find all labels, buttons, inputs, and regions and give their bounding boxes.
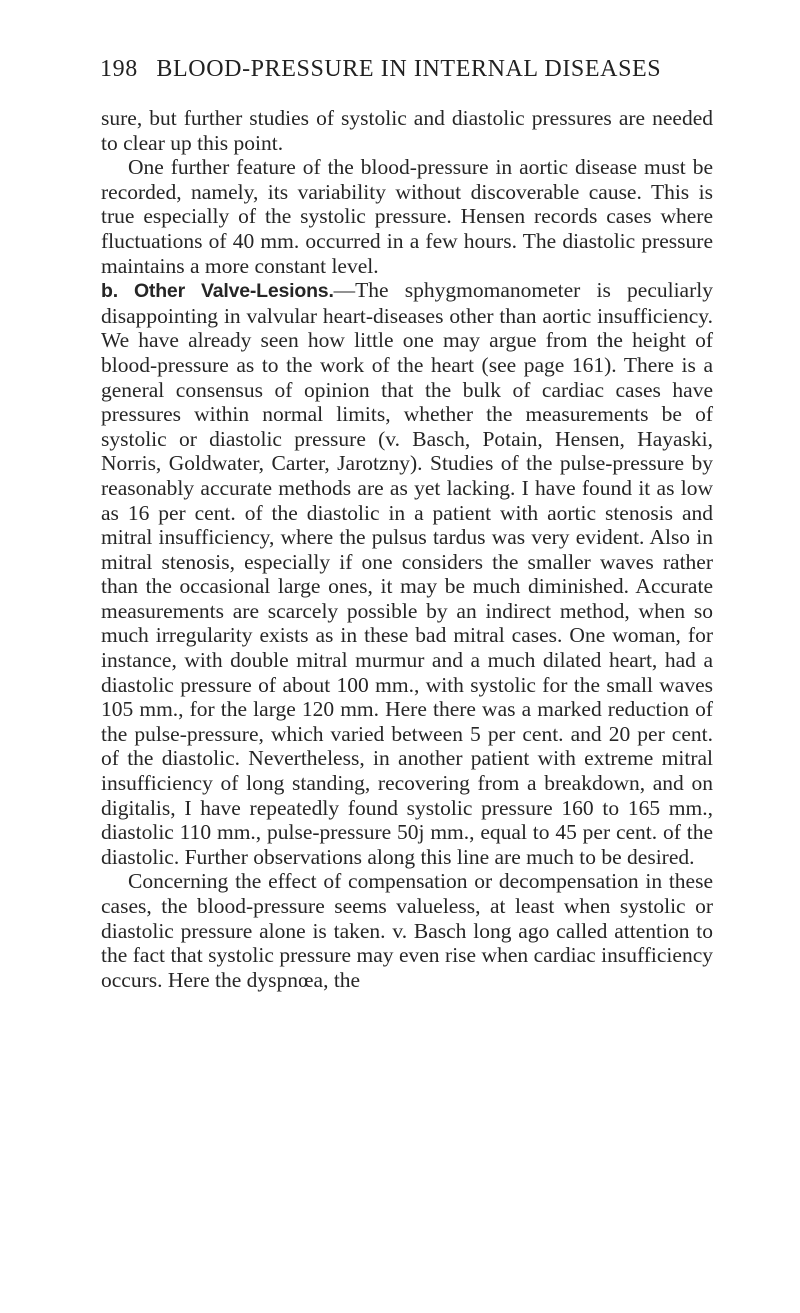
chapter-title: BLOOD-PRESSURE IN INTERNAL DISEASES xyxy=(156,56,662,82)
section-heading: b. Other Valve-Lesions. xyxy=(101,280,334,303)
running-head xyxy=(100,56,700,83)
body-text xyxy=(101,106,713,992)
paragraph-text: —The sphygmomanometer is peculiarly disappointing in valvular heart-diseases other than aortic insufficiency. We have already seen how little one may argue from the height of blood-pressure as to the work of the heart (see page 161). There is a general consensus of opinion that the bulk of cardiac cases have pressures within normal limits, whether the measurements be of systolic or diastolic pressure (v. Basch, Potain, Hensen, Hayaski, Norris, Goldwater, Carter, Jarotzny). Studies of the pulse-pressure by reasonably accurate methods are as yet lacking. I have found it as low as 16 per cent. of the diastolic in a patient with aortic stenosis and mitral insufficiency, where the pulsus tardus was very evident. Also in mitral stenosis, especially if one considers the smaller waves rather than the occasional large ones, it may be much diminished. Accurate measurements are scarcely possible by an indirect method, when so much irregularity exists as in these bad mitral cases. One woman, for instance, with double mitral murmur and a much dilated heart, had a diastolic pressure of about 100 mm., with systolic for the small waves 105 mm., for the large 120 mm. Here there was a marked reduction of the pulse-pressure, which varied between 5 per cent. and 20 per cent. of the diastolic. Nevertheless, in another patient with extreme mitral insufficiency of long standing, recovering from a breakdown, and on digitalis, I have repeatedly found systolic pressure 160 to 165 mm., diastolic 110 mm., pulse-pressure 50j mm., equal to 45 per cent. of the diastolic. Further observations along this line are much to be desired. xyxy=(101,278,713,869)
paragraph-text: sure, but further studies of systolic and diastolic pressures are needed to clear up this point. xyxy=(101,106,713,155)
paragraph-continuation xyxy=(101,106,713,155)
paragraph-text: One further feature of the blood-pressure in aortic disease must be recorded, namely, its variability without discoverable cause. This is true especially of the systolic pressure. Hensen records cases where fluctuations of 40 mm. occurred in a few hours. The diastolic pressure maintains a more constant level. xyxy=(101,155,713,278)
page-number: 198 xyxy=(100,56,138,82)
paragraph-compensation xyxy=(101,869,713,992)
section-other-valve-lesions xyxy=(101,278,713,869)
paragraph-text: Concerning the effect of compensation or decompensation in these cases, the blood-pressure seems valueless, at least when systolic or diastolic pressure alone is taken. v. Basch long ago called attention to the fact that systolic pressure may even rise when cardiac insufficiency occurs. Here the dyspnœa, the xyxy=(101,869,713,992)
paragraph-aortic-variability xyxy=(101,155,713,278)
